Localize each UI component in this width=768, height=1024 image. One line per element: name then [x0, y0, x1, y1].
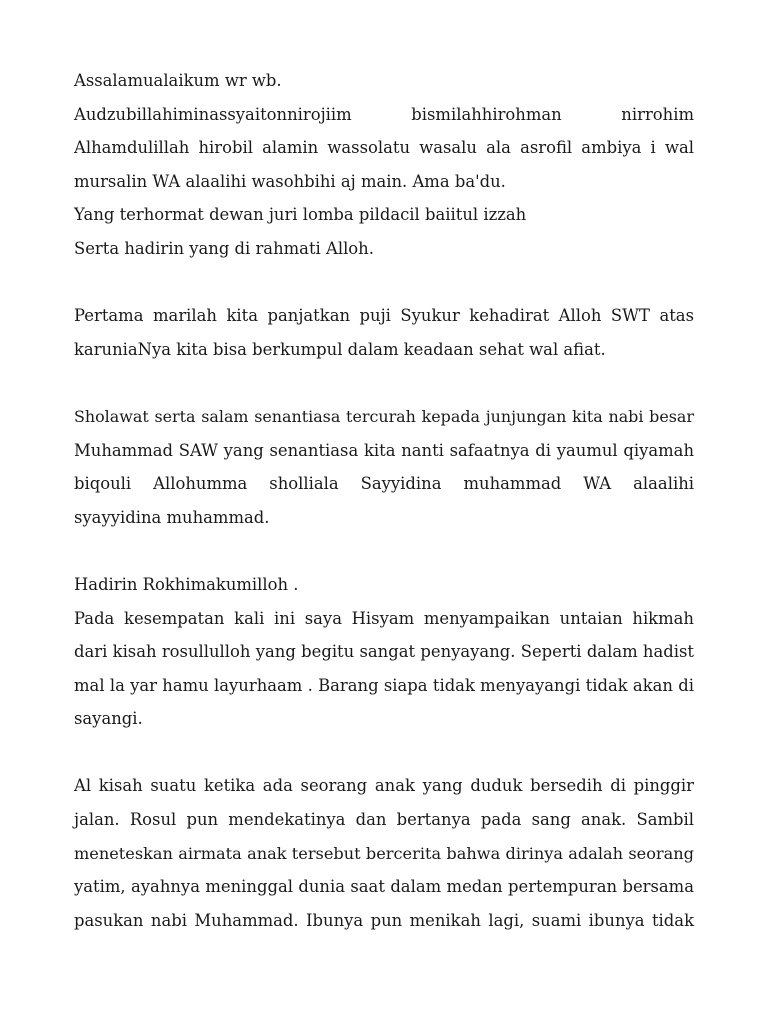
text-line: sayangi. — [74, 709, 143, 729]
text-line: Pada kesempatan kali ini saya Hisyam menyampaikan untaian hikmah — [74, 608, 694, 628]
text-line: Pertama marilah kita panjatkan puji Syukur kehadirat Alloh SWT atas — [74, 306, 694, 326]
text-line: Audzubillahiminassyaitonnirojiim bismilahhirohman nirrohim — [74, 104, 694, 124]
text-line: Hadirin Rokhimakumilloh . — [74, 574, 299, 594]
text-line: syayyidina muhammad. — [74, 507, 270, 527]
text-line: biqouli Allohumma sholliala Sayyidina muhammad WA alaalihi — [74, 474, 694, 494]
text-line: Alhamdulillah hirobil alamin wassolatu wasalu ala asrofil ambiya i wal — [74, 138, 694, 158]
text-line: Yang terhormat dewan juri lomba pildacil baiitul izzah — [74, 205, 527, 225]
text-line: Sholawat serta salam senantiasa tercurah kepada junjungan kita nabi besar — [74, 406, 694, 426]
text-line: Assalamualaikum wr wb. — [74, 71, 282, 90]
paragraph-sholawat — [74, 400, 694, 534]
paragraph-story — [74, 769, 694, 937]
text-line: meneteskan airmata anak tersebut bercerita bahwa dirinya adalah seorang — [74, 843, 694, 863]
paragraph-opening — [74, 64, 694, 266]
text-line: karuniaNya kita bisa berkumpul dalam keadaan sehat wal afiat. — [74, 339, 606, 359]
text-line: Serta hadirin yang di rahmati Alloh. — [74, 238, 374, 258]
paragraph-hadirin — [74, 568, 694, 736]
text-line: mursalin WA alaalihi wasohbihi aj main. Ama ba'du. — [74, 171, 506, 191]
text-line: mal la yar hamu layurhaam . Barang siapa tidak menyayangi tidak akan di — [74, 675, 694, 695]
text-line: pasukan nabi Muhammad. Ibunya pun menikah lagi, suami ibunya tidak — [74, 910, 694, 930]
document-body — [74, 64, 694, 971]
text-line: jalan. Rosul pun mendekatinya dan bertanya pada sang anak. Sambil — [74, 810, 694, 830]
text-line: dari kisah rosullulloh yang begitu sangat penyayang. Seperti dalam hadist — [74, 642, 694, 662]
text-line: Muhammad SAW yang senantiasa kita nanti safaatnya di yaumul qiyamah — [74, 440, 694, 460]
paragraph-gratitude — [74, 299, 694, 366]
text-line: yatim, ayahnya meninggal dunia saat dalam medan pertempuran bersama — [74, 877, 694, 897]
text-line: Al kisah suatu ketika ada seorang anak yang duduk bersedih di pinggir — [74, 776, 694, 796]
